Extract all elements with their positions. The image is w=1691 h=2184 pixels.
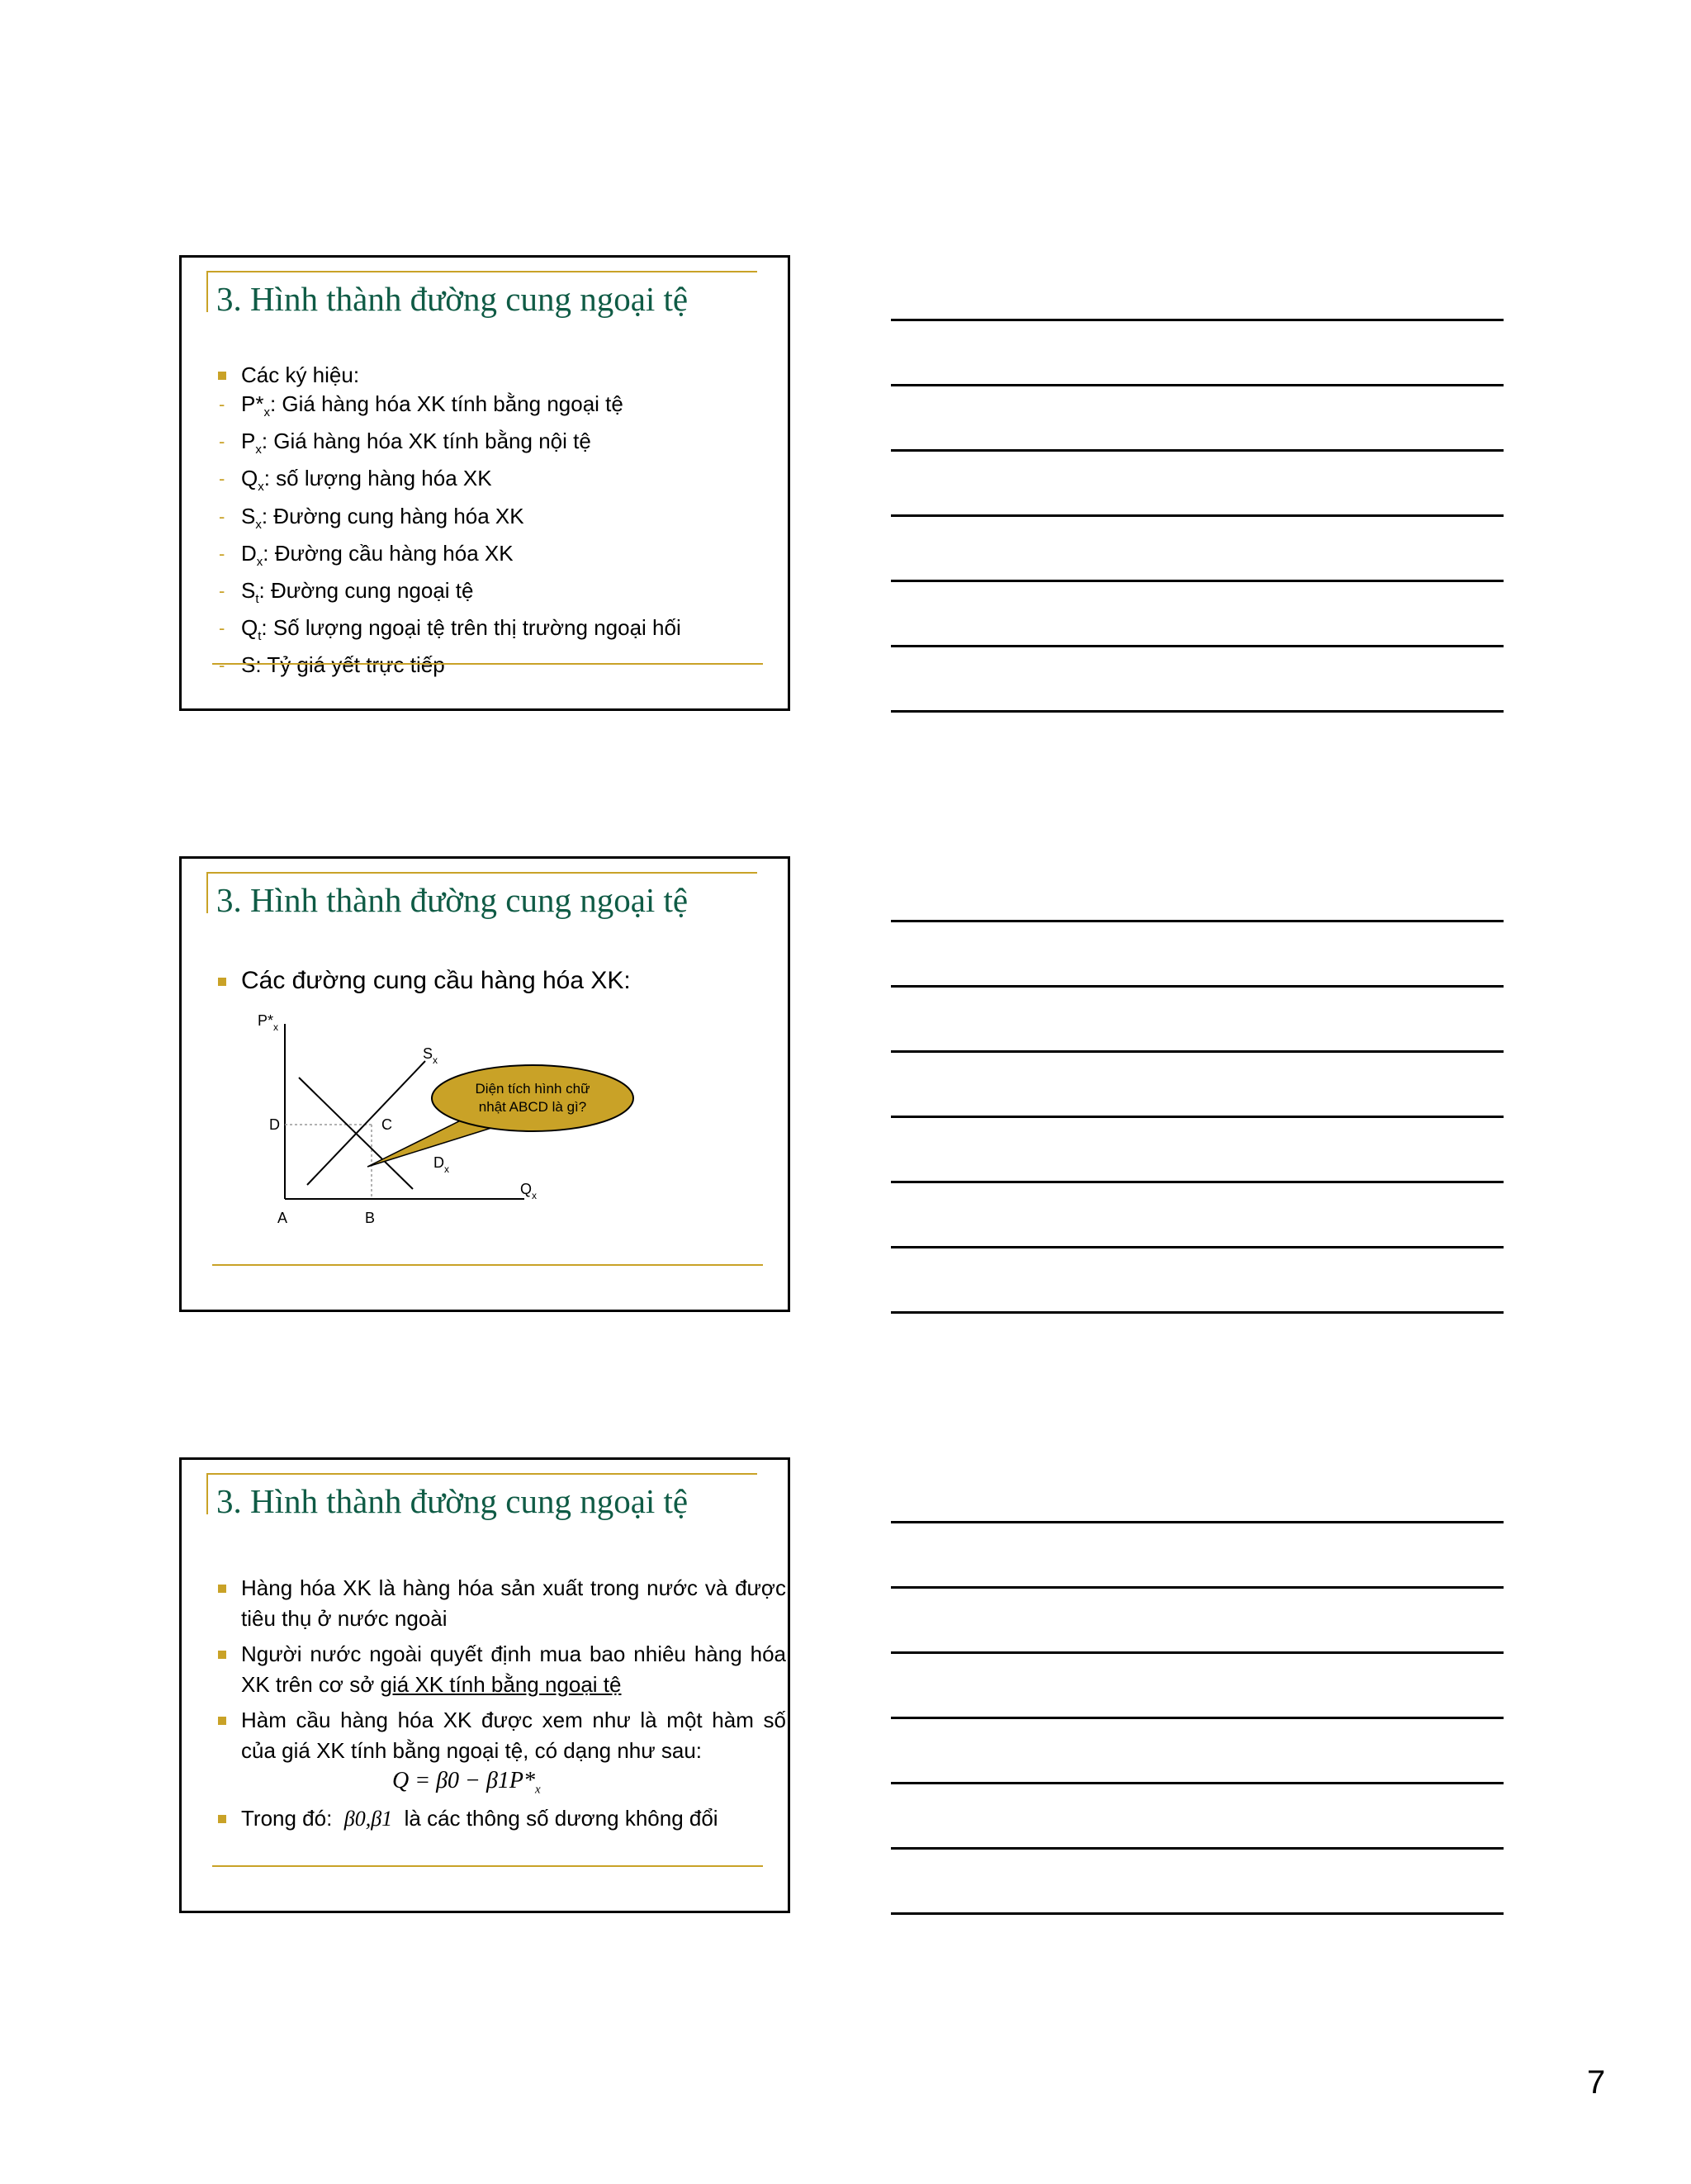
frame-top-line — [206, 271, 757, 272]
note-line — [891, 1116, 1504, 1118]
list-item: - S: Tỷ giá yết trực tiếp — [215, 651, 681, 680]
dash-icon: - — [219, 468, 225, 490]
note-line — [891, 1717, 1504, 1719]
frame-left-line — [206, 872, 208, 913]
underlined-phrase: giá XK tính bằng ngoại tệ — [380, 1672, 622, 1697]
dash-icon: - — [219, 655, 225, 676]
list-item: Hàng hóa XK là hàng hóa sản xuất trong nước và được tiêu thụ ở nước ngoài — [215, 1573, 786, 1634]
callout-bubble — [432, 1065, 633, 1131]
note-line — [891, 1050, 1504, 1053]
note-line — [891, 1782, 1504, 1784]
note-line — [891, 920, 1504, 922]
note-line — [891, 449, 1504, 452]
point-b-label: B — [365, 1210, 376, 1226]
list-item: Các ký hiệu: — [215, 361, 681, 390]
note-line — [891, 1847, 1504, 1850]
bullet-square-icon — [218, 1815, 226, 1823]
note-line — [891, 1311, 1504, 1314]
dash-icon: - — [219, 505, 225, 527]
bullet-square-icon — [218, 978, 226, 986]
supply-label: $S_x$ — [423, 1045, 438, 1066]
note-line — [891, 710, 1504, 713]
symbol-list — [215, 361, 681, 680]
list-item: - $S_t$: Đường cung ngoại tệ — [219, 577, 474, 607]
callout-text-2: nhật ABCD là gì? — [478, 1099, 587, 1115]
supply-demand-diagram — [223, 1007, 718, 1255]
list-item: Hàm cầu hàng hóa XK được xem như là một hàm số của giá XK tính bằng ngoại tệ, có dạng như sau: — [215, 1705, 786, 1766]
list-item: Các đường cung cầu hàng hóa XK: — [215, 966, 631, 995]
dash-icon: - — [219, 542, 225, 564]
note-line — [891, 1521, 1504, 1523]
note-line — [891, 580, 1504, 582]
bullet-square-icon — [218, 1717, 226, 1725]
note-line — [891, 1246, 1504, 1248]
slide-title: 3. Hình thành đường cung ngoại tệ — [216, 881, 689, 919]
y-axis-label: $P*_x$ — [258, 1012, 279, 1033]
dash-icon: - — [219, 394, 225, 415]
frame-left-line — [206, 1473, 208, 1514]
list-item: - $S_x$: Đường cung hàng hóa XK — [219, 503, 524, 532]
point-c-label: C — [381, 1116, 392, 1133]
qx-label: $Q_x$ — [520, 1181, 538, 1201]
note-line — [891, 319, 1504, 321]
frame-top-line — [206, 1473, 757, 1475]
point-d-label: D — [269, 1116, 280, 1133]
list-item: - $Q_x$: số lượng hàng hóa XK — [219, 466, 492, 495]
note-line — [891, 645, 1504, 647]
slide-title: 3. Hình thành đường cung ngoại tệ — [216, 1482, 689, 1520]
demand-curve — [299, 1078, 413, 1189]
list-item: - $P*_x$: Giá hàng hóa XK tính bằng ngoại tệ — [219, 391, 623, 420]
note-line — [891, 1586, 1504, 1589]
slide-title: 3. Hình thành đường cung ngoại tệ — [216, 280, 689, 318]
slide-1 — [179, 255, 790, 711]
dash-icon: - — [219, 618, 225, 639]
note-line — [891, 514, 1504, 517]
note-line — [891, 1912, 1504, 1915]
slide-3 — [179, 1457, 790, 1913]
dash-icon: - — [219, 431, 225, 452]
list-item: Trong đó: β0,β1 là các thông số dương không đổi — [215, 1803, 786, 1834]
frame-top-line — [206, 872, 757, 874]
list-item: Người nước ngoài quyết định mua bao nhiêu hàng hóa XK trên cơ sở giá XK tính bằng ngoại tệ — [215, 1639, 786, 1700]
note-line — [891, 985, 1504, 988]
frame-left-line — [206, 271, 208, 312]
supply-curve — [307, 1061, 425, 1185]
list-item: - $P_x$: Giá hàng hóa XK tính bằng nội tệ — [219, 429, 591, 457]
slide-2 — [179, 856, 790, 1312]
frame-bottom-line — [212, 1264, 763, 1266]
demand-formula: $Q = \beta 0 - \beta 1P*_x$ — [392, 1768, 541, 1797]
list-item: - $Q_t$: Số lượng ngoại tệ trên thị trường ngoại hối — [219, 615, 681, 644]
frame-bottom-line — [212, 1865, 763, 1867]
note-line — [891, 384, 1504, 386]
dash-icon: - — [219, 580, 225, 601]
demand-label: $D_x$ — [433, 1154, 449, 1175]
frame-bottom-line — [212, 663, 763, 665]
parameter-symbols: β0,β1 — [343, 1807, 393, 1831]
callout-text-1: Diện tích hình chữ — [475, 1081, 590, 1097]
chart-heading-list — [215, 966, 631, 995]
bullet-square-icon — [218, 1651, 226, 1659]
list-item: - $D_x$: Đường cầu hàng hóa XK — [219, 540, 514, 569]
bullet-square-icon — [218, 372, 226, 380]
point-a-label: A — [277, 1210, 288, 1226]
note-line — [891, 1181, 1504, 1183]
page-number: 7 — [1587, 2064, 1606, 2101]
note-line — [891, 1651, 1504, 1654]
bullet-square-icon — [218, 1585, 226, 1593]
